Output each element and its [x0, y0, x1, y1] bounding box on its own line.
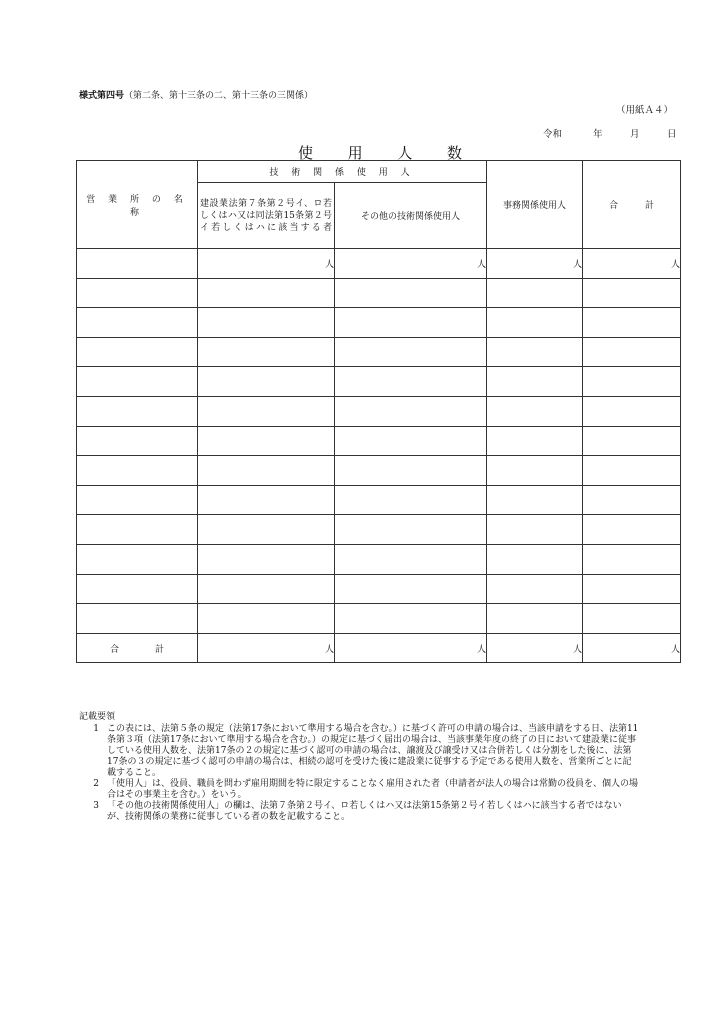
total-cell[interactable] — [583, 604, 681, 634]
notes-title: 記載要領 — [79, 712, 116, 722]
office-name-cell[interactable] — [77, 544, 198, 574]
office-name-cell[interactable] — [77, 515, 198, 545]
office-staff-cell[interactable] — [487, 367, 583, 397]
tech-other-cell[interactable] — [335, 278, 487, 308]
note-item — [79, 724, 639, 779]
form-reference-articles: （第二条、第十三条の二、第十三条の三関係） — [124, 91, 314, 101]
tech-article7-cell[interactable] — [198, 574, 335, 604]
tech-other-cell[interactable] — [335, 574, 487, 604]
table-row — [77, 426, 681, 456]
table-row — [77, 574, 681, 604]
tech-article7-cell[interactable] — [198, 426, 335, 456]
table-row — [77, 249, 681, 279]
office-staff-cell[interactable] — [487, 604, 583, 634]
table-row — [77, 278, 681, 308]
tech-staff-article7-header: 建設業法第７条第２号イ、ロ若しくはハ又は同法第15条第２号イ若しくはハに該当する者 — [198, 183, 335, 249]
total-cell[interactable] — [583, 574, 681, 604]
date-era: 令和 — [543, 129, 563, 140]
office-staff-cell[interactable] — [487, 574, 583, 604]
office-staff-cell[interactable] — [487, 337, 583, 367]
tech-article7-cell[interactable] — [198, 456, 335, 486]
tech-article7-cell[interactable] — [198, 308, 335, 338]
office-name-cell[interactable] — [77, 308, 198, 338]
total-cell[interactable] — [583, 367, 681, 397]
title-char: 人 — [397, 144, 413, 162]
table-row — [77, 308, 681, 338]
tech-other-cell[interactable] — [335, 367, 487, 397]
tech-article7-cell[interactable]: 人 — [198, 633, 335, 663]
total-cell[interactable] — [583, 308, 681, 338]
total-cell[interactable] — [583, 544, 681, 574]
tech-staff-header: 技 術 関 係 使 用 人 — [198, 161, 487, 183]
tech-other-cell[interactable]: 人 — [335, 633, 487, 663]
office-staff-cell[interactable] — [487, 544, 583, 574]
office-staff-cell[interactable]: 人 — [487, 249, 583, 279]
office-name-cell[interactable] — [77, 337, 198, 367]
office-name-cell[interactable] — [77, 574, 198, 604]
table-row — [77, 515, 681, 545]
office-name-cell[interactable] — [77, 426, 198, 456]
tech-other-cell[interactable] — [335, 544, 487, 574]
office-staff-header: 事務関係使用人 — [487, 161, 583, 249]
date-month-label: 月 — [630, 129, 640, 140]
header-row — [77, 161, 681, 183]
note-number: 3 — [93, 801, 99, 811]
tech-other-cell[interactable] — [335, 396, 487, 426]
office-name-header: 営 業 所 の 名 称 — [77, 161, 198, 249]
office-name-cell[interactable] — [77, 278, 198, 308]
total-cell[interactable] — [583, 337, 681, 367]
office-staff-cell[interactable] — [487, 396, 583, 426]
office-name-cell[interactable] — [77, 367, 198, 397]
date-year-label: 年 — [593, 129, 603, 140]
table-row — [77, 367, 681, 397]
note-item — [79, 779, 639, 801]
office-staff-cell[interactable] — [487, 278, 583, 308]
office-staff-cell[interactable]: 人 — [487, 633, 583, 663]
total-cell[interactable] — [583, 396, 681, 426]
office-name-cell[interactable] — [77, 485, 198, 515]
note-text: 「使用人」は、役員、職員を問わず雇用期間を特に限定することなく雇用された者（申請者が法人の場合は常勤の役員を、個人の場合はその事業主を含む。）をいう。 — [107, 779, 639, 800]
office-name-cell[interactable] — [77, 249, 198, 279]
note-number: 1 — [93, 724, 99, 734]
office-name-cell[interactable] — [77, 396, 198, 426]
form-number: 様式第四号 — [79, 91, 125, 101]
office-staff-cell[interactable] — [487, 485, 583, 515]
note-text: この表には、法第５条の規定（法第17条において準用する場合を含む。）に基づく許可の申請の場合は、当該申請をする日、法第11条第３項（法第17条において準用する場合を含む。）の規定に基づく届出の場合は、当該事業年度の終了の日において建設業に従事している使用人数を、法第17条の２の規定に基づく認可の申請の場合は、譲渡及び譲受け又は合併若しくは分割をした後に、法第17条の３の規定に基づく認可の申請の場合は、相続の認可を受けた後に建設業に従事する予定である使用人数を、営業所ごとに記載すること。 — [107, 724, 639, 778]
tech-other-cell[interactable] — [335, 485, 487, 515]
tech-article7-cell[interactable] — [198, 515, 335, 545]
office-name-cell[interactable] — [77, 456, 198, 486]
total-header: 合 計 — [583, 161, 681, 249]
table-row — [77, 544, 681, 574]
note-text: 「その他の技術関係使用人」の欄は、法第７条第２号イ、ロ若しくはハ又は法第15条第２号イ若しくはハに該当する者ではないが、技術関係の業務に従事している者の数を記載すること。 — [107, 801, 622, 822]
table-row — [77, 485, 681, 515]
tech-article7-cell[interactable] — [198, 485, 335, 515]
table-row — [77, 337, 681, 367]
total-cell[interactable] — [583, 278, 681, 308]
tech-other-cell[interactable] — [335, 456, 487, 486]
tech-other-cell[interactable] — [335, 308, 487, 338]
employee-count-table — [76, 160, 681, 663]
total-cell[interactable] — [583, 485, 681, 515]
office-name-cell[interactable] — [77, 604, 198, 634]
tech-other-cell[interactable] — [335, 337, 487, 367]
paper-size-label: （用紙Ａ４） — [615, 105, 673, 116]
office-name-cell: 合 計 — [77, 633, 198, 663]
tech-article7-cell[interactable] — [198, 278, 335, 308]
table-row — [77, 396, 681, 426]
tech-article7-cell[interactable] — [198, 544, 335, 574]
title-char: 数 — [446, 144, 462, 162]
total-cell[interactable] — [583, 515, 681, 545]
form-reference — [79, 88, 313, 101]
total-cell[interactable]: 人 — [583, 249, 681, 279]
table-row — [77, 604, 681, 634]
tech-article7-cell[interactable]: 人 — [198, 249, 335, 279]
table-row — [77, 456, 681, 486]
tech-article7-cell[interactable] — [198, 337, 335, 367]
notes-section — [79, 712, 639, 823]
total-cell[interactable] — [583, 426, 681, 456]
total-row — [77, 633, 681, 663]
office-staff-cell[interactable] — [487, 308, 583, 338]
note-item — [79, 801, 639, 823]
office-staff-cell[interactable] — [487, 456, 583, 486]
tech-article7-cell[interactable] — [198, 396, 335, 426]
tech-article7-cell[interactable] — [198, 604, 335, 634]
tech-staff-other-header: その他の技術関係使用人 — [335, 183, 487, 249]
office-staff-cell[interactable] — [487, 515, 583, 545]
tech-other-cell[interactable]: 人 — [335, 249, 487, 279]
title-char: 用 — [347, 144, 363, 162]
note-number: 2 — [93, 779, 99, 789]
title-char: 使 — [298, 144, 314, 162]
total-cell[interactable] — [583, 456, 681, 486]
date-day-label: 日 — [667, 129, 677, 140]
total-cell[interactable]: 人 — [583, 633, 681, 663]
tech-other-cell[interactable] — [335, 426, 487, 456]
tech-other-cell[interactable] — [335, 515, 487, 545]
tech-other-cell[interactable] — [335, 604, 487, 634]
office-staff-cell[interactable] — [487, 426, 583, 456]
tech-article7-cell[interactable] — [198, 367, 335, 397]
